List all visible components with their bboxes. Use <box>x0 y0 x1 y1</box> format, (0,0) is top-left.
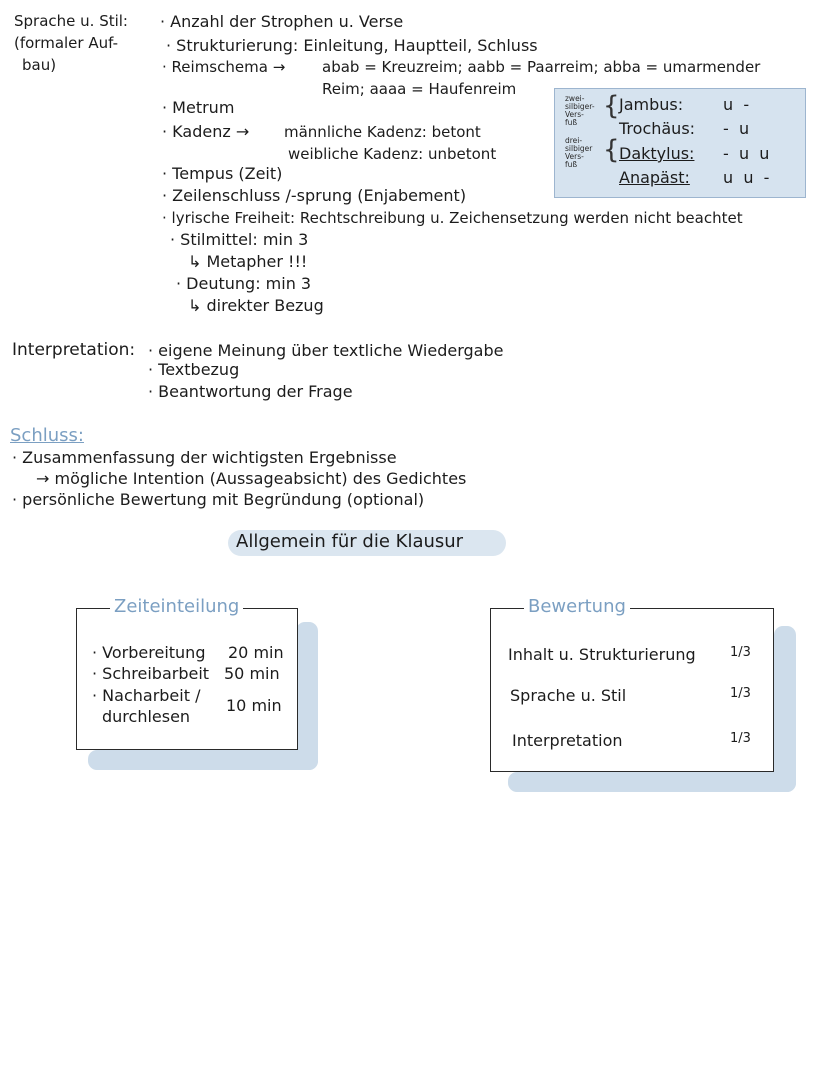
interpretation-label: Interpretation: <box>12 340 136 360</box>
bullet-strophen: · Anzahl der Strophen u. Verse <box>160 12 404 31</box>
brace-icon-2: { <box>603 135 620 165</box>
interp-item-2: · Textbezug <box>148 360 240 379</box>
brace-icon: { <box>603 91 620 121</box>
zeit-row-label: · Nacharbeit / <box>92 686 201 705</box>
kadenz-weiblich: weibliche Kadenz: unbetont <box>288 145 497 163</box>
bewertung-row-label: Sprache u. Stil <box>510 686 627 705</box>
meter-pattern: - u <box>723 119 750 138</box>
item-reimschema: Reimschema <box>171 58 268 76</box>
zeit-row-time: 10 min <box>226 696 282 715</box>
meter-pattern: u u - <box>723 168 770 187</box>
zeit-row-time: 20 min <box>228 643 284 662</box>
item-strophen: Anzahl der Strophen u. Verse <box>170 12 404 31</box>
item-strukturierung: Strukturierung: Einleitung, Hauptteil, Schluss <box>176 36 538 55</box>
interp-text: eigene Meinung über textliche Wiedergabe <box>158 341 504 360</box>
bullet-metrum: · Metrum <box>162 98 235 117</box>
meter-row-daktylus <box>619 144 694 163</box>
bewertung-row-frac: 1/3 <box>730 686 751 701</box>
bullet-kadenz: · Kadenz → <box>162 122 250 141</box>
item-stilmittel: Stilmittel: min 3 <box>180 230 309 249</box>
item-zeilenschluss: Zeilenschluss /-sprung (Enjabement) <box>172 186 467 205</box>
schluss-title: Schluss: <box>10 425 84 446</box>
bewertung-row-frac: 1/3 <box>730 645 751 660</box>
item-kadenz: Kadenz <box>172 122 231 141</box>
sprache-label-line2: (formaler Auf- <box>14 34 118 52</box>
kadenz-arrow-icon: → <box>235 122 250 141</box>
allgemein-heading: Allgemein für die Klausur <box>236 531 464 552</box>
item-tempus: Tempus (Zeit) <box>172 164 283 183</box>
bullet-stilmittel: · Stilmittel: min 3 <box>170 230 309 249</box>
schluss-text: persönliche Bewertung mit Begründung (optional) <box>22 490 425 509</box>
card-shadow <box>508 772 796 792</box>
schluss-text: Zusammenfassung der wichtigsten Ergebnisse <box>22 448 397 467</box>
bullet-strukturierung: · Strukturierung: Einleitung, Hauptteil, Schluss <box>166 36 538 55</box>
item-freiheit: lyrische Freiheit: Rechtschreibung u. Zeichensetzung werden nicht beachtet <box>171 209 743 227</box>
zeit-row-label: · Schreibarbeit <box>92 664 210 683</box>
drei-silbiger-label: drei- silbiger Vers- fuß <box>565 136 593 169</box>
meter-pattern: - u u <box>723 144 770 163</box>
reim-text-2: Reim; aaaa = Haufenreim <box>322 80 517 98</box>
bullet-deutung: · Deutung: min 3 <box>176 274 312 293</box>
meter-pattern: u - <box>723 95 750 114</box>
card-shadow <box>296 622 318 770</box>
bullet-reimschema: · Reimschema → <box>162 58 286 76</box>
zeiteinteilung-title: Zeiteinteilung <box>110 596 243 617</box>
meter-row-anapaest <box>619 168 690 187</box>
schluss-item-1: · Zusammenfassung der wichtigsten Ergebnisse <box>12 448 397 467</box>
zeit-row-label: · Vorbereitung <box>92 643 206 662</box>
bewertung-row-label: Inhalt u. Strukturierung <box>508 645 696 664</box>
sprache-label: Sprache u. Stil: <box>14 12 128 30</box>
interp-item-1: · eigene Meinung über textliche Wiedergabe <box>148 341 504 360</box>
meter-name: Daktylus: <box>619 144 695 163</box>
sprache-label-line3: bau) <box>22 56 57 74</box>
interp-text: Beantwortung der Frage <box>158 382 353 401</box>
bewertung-row-label: Interpretation <box>512 731 623 750</box>
bullet-zeilenschluss: · Zeilenschluss /-sprung (Enjabement) <box>162 186 467 205</box>
bullet-freiheit: · lyrische Freiheit: Rechtschreibung u. Zeichensetzung werden nicht beachtet <box>162 209 743 227</box>
meter-row-jambus <box>619 95 683 114</box>
bewertung-title: Bewertung <box>524 596 630 617</box>
schluss-item-2: → mögliche Intention (Aussageabsicht) des Gedichtes <box>36 469 467 488</box>
zwei-silbiger-label: zwei- silbiger- Vers- fuß <box>565 94 595 127</box>
bullet-tempus: · Tempus (Zeit) <box>162 164 283 183</box>
meter-row-trochaeus <box>619 119 695 138</box>
reim-text: abab = Kreuzreim; aabb = Paarreim; abba = umarmender <box>322 58 761 76</box>
meter-name: Jambus: <box>619 95 684 114</box>
card-shadow <box>88 750 318 770</box>
item-metrum: Metrum <box>172 98 235 117</box>
zeit-row-time: 50 min <box>224 664 280 683</box>
bewertung-row-frac: 1/3 <box>730 731 751 746</box>
reim-arrow-icon: → <box>272 58 286 76</box>
interp-text: Textbezug <box>158 360 240 379</box>
versfuss-table <box>554 88 806 198</box>
item-bezug: ↳ direkter Bezug <box>188 296 324 315</box>
zeit-row-label: durchlesen <box>102 707 191 726</box>
kadenz-maennlich: männliche Kadenz: betont <box>284 123 481 141</box>
meter-name: Trochäus: <box>619 119 696 138</box>
interp-item-3: · Beantwortung der Frage <box>148 382 353 401</box>
item-metapher: ↳ Metapher !!! <box>188 252 308 271</box>
card-shadow <box>774 626 796 792</box>
meter-name: Anapäst: <box>619 168 690 187</box>
item-deutung: Deutung: min 3 <box>186 274 312 293</box>
schluss-item-3: · persönliche Bewertung mit Begründung (optional) <box>12 490 425 509</box>
